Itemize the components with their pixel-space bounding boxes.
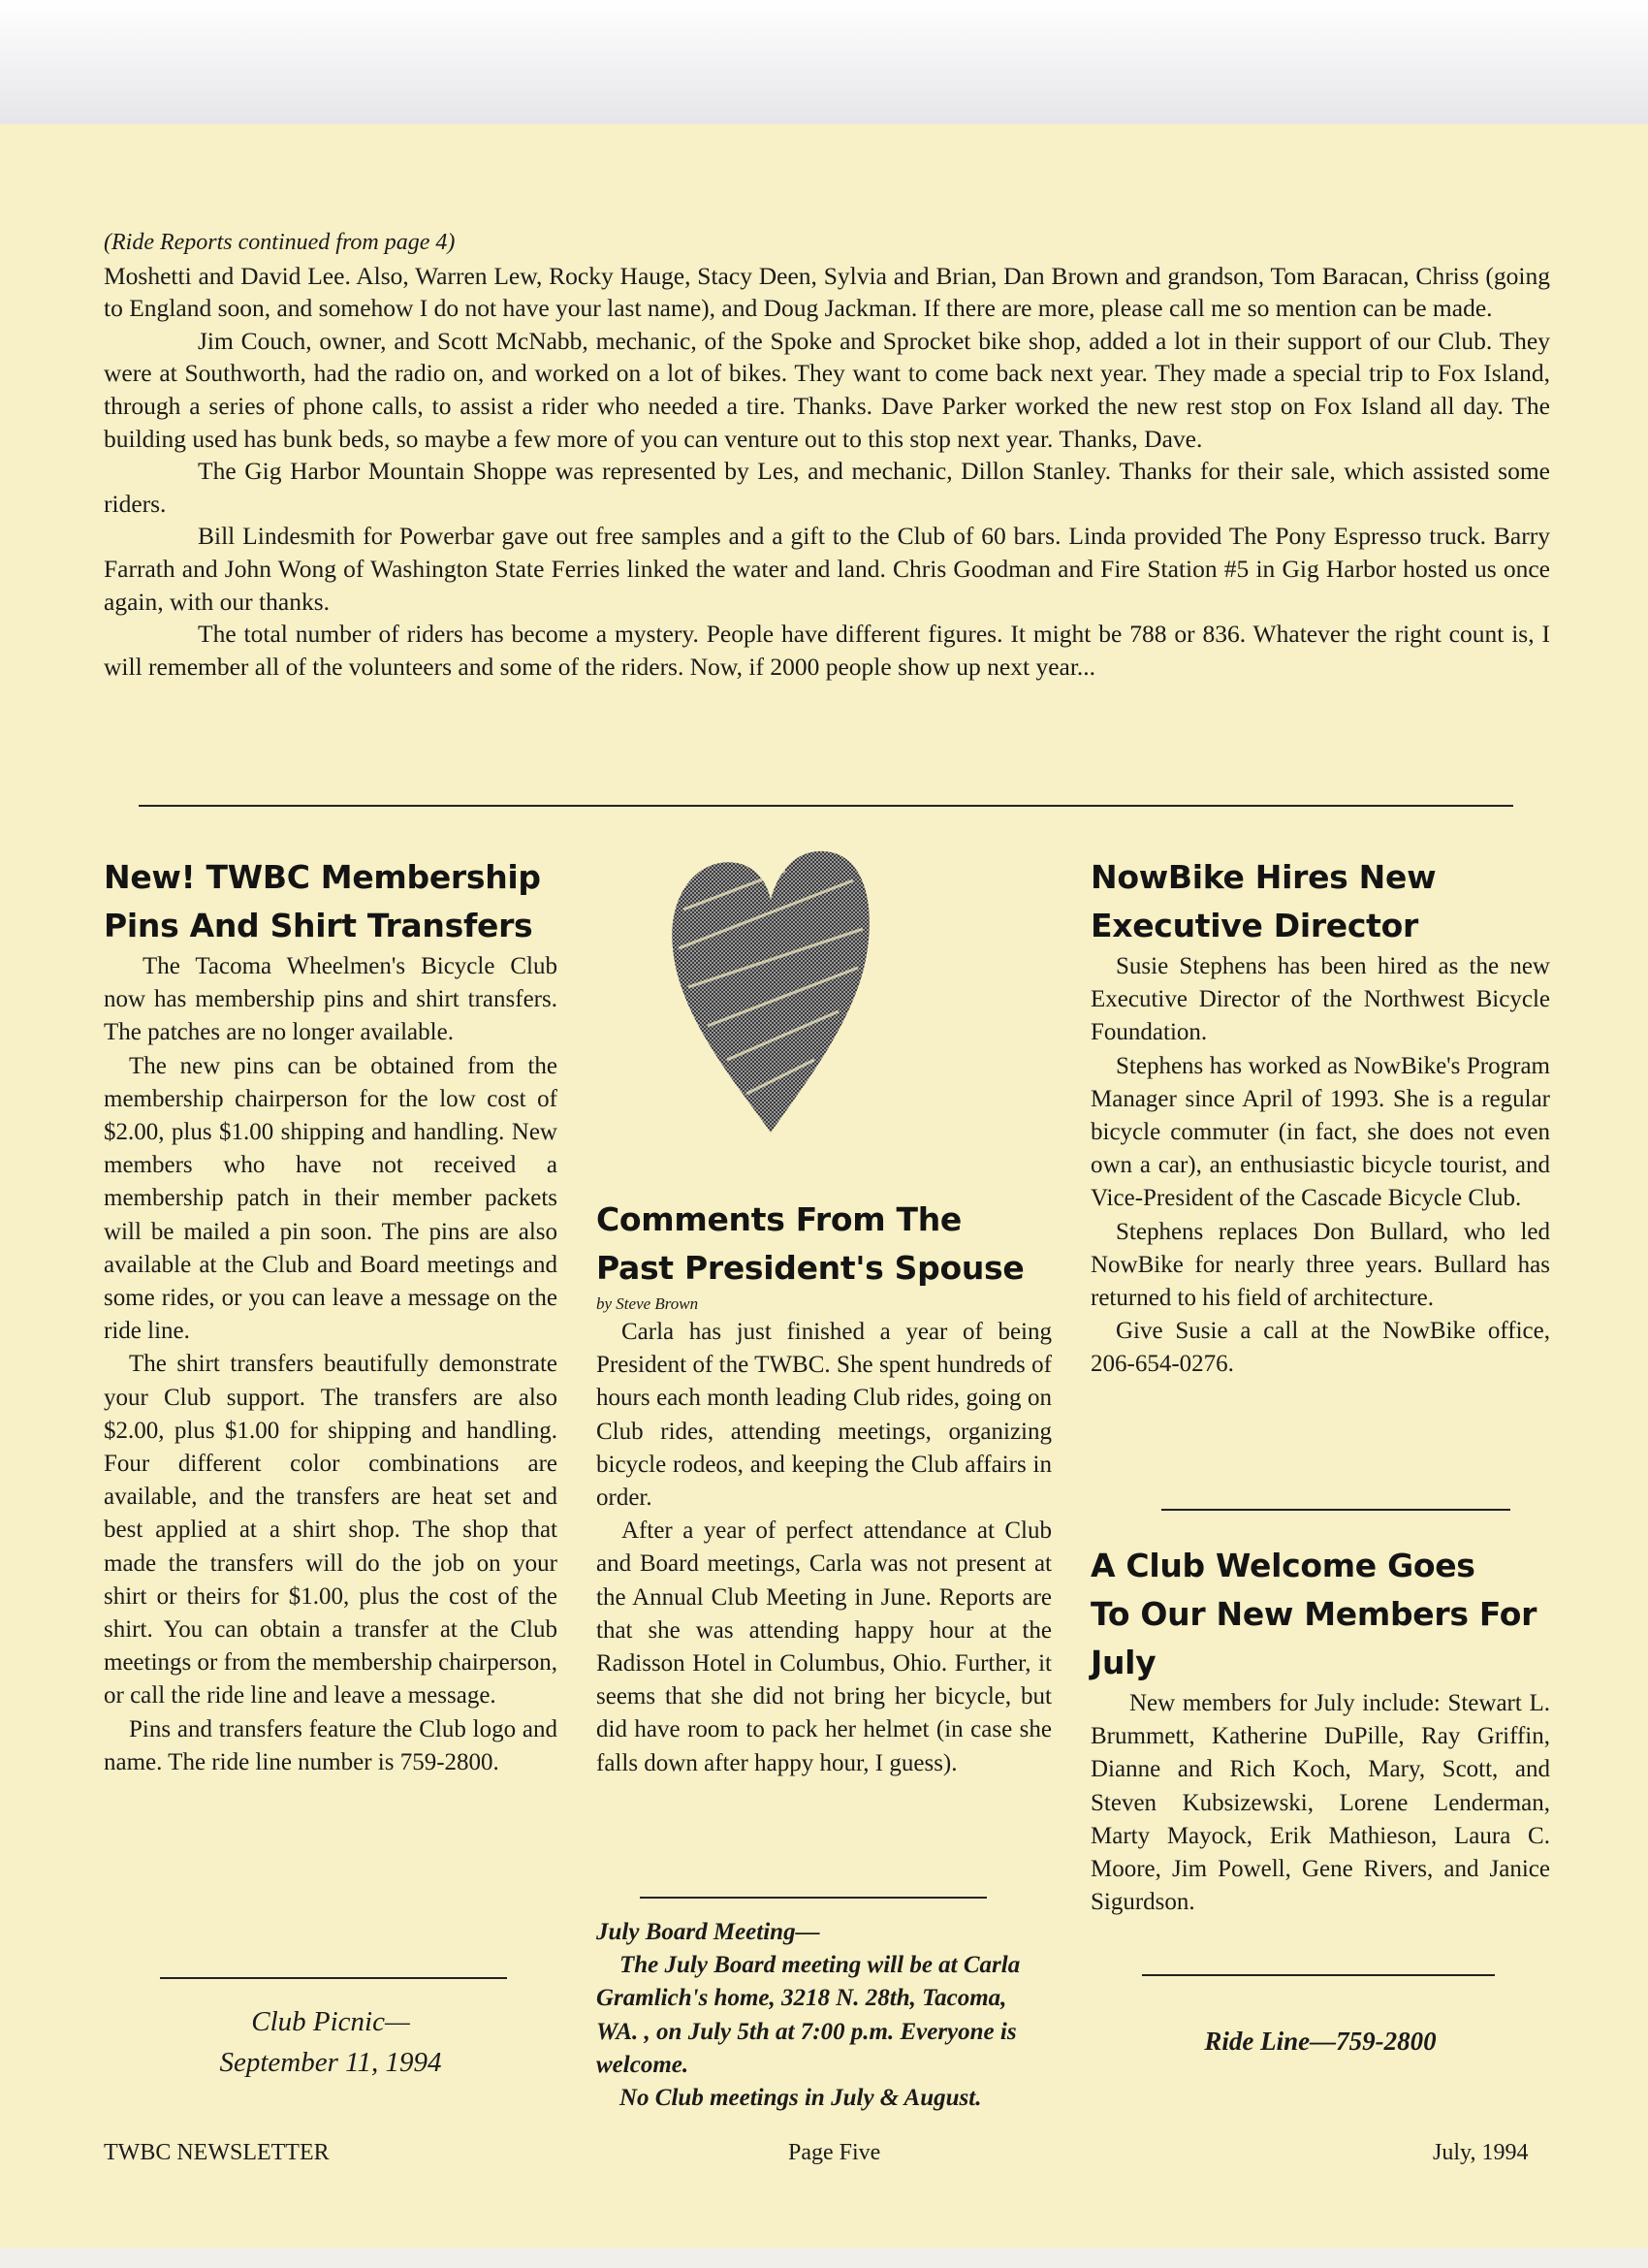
article-paragraph: Susie Stephens has been hired as the new Executive Director of the Northwest Bicycle Foundation. <box>1091 953 1550 1046</box>
comments-article <box>596 1196 1052 1780</box>
ride-report-paragraph: The total number of riders has become a mystery. People have different figures. It might be 788 or 836. Whatever the right count is, I will remember all of the volunteers and some of the riders. Now, if 2000 people show up next year... <box>104 620 1550 681</box>
ride-report-paragraph: Moshetti and David Lee. Also, Warren Lew, Rocky Hauge, Stacy Deen, Sylvia and Brian, Dan Brown and grandson, Tom Baracan, Chriss (going to England soon, and somehow I do not have your last name), and Doug Jackman. If there are more, please call me so mention can be made. <box>104 261 1550 323</box>
article-paragraph: Carla has just finished a year of being President of the TWBC. She spent hundreds of hours each month leading Club rides, going on Club rides, attending meetings, organizing bicycle rodeos, and keeping the Club affairs in order. <box>596 1319 1052 1512</box>
welcome-article <box>1091 1542 1550 1919</box>
article-paragraph: Pins and transfers feature the Club logo and name. The ride line number is 759-2800. <box>104 1715 557 1775</box>
section-divider <box>139 805 1513 807</box>
footer-newsletter-name: TWBC NEWSLETTER <box>104 2140 330 2165</box>
pins-article <box>104 853 557 1779</box>
footer-page-number: Page Five <box>788 2140 881 2165</box>
nowbike-article <box>1091 853 1550 1382</box>
club-picnic-notice: Club Picnic— September 11, 1994 <box>219 2006 442 2078</box>
article-paragraph: The new pins can be obtained from the membership chairperson for the low cost of $2.00, plus $1.00 shipping and handling. New members who have not received a membership patch in their member packets will be mailed a pin soon. The pins are also available at the Club and Board meetings and some rides, or you can leave a message on the ride line. <box>104 1052 557 1345</box>
no-meetings-note: No Club meetings in July & August. <box>619 2085 982 2112</box>
article-paragraph: Stephens replaces Don Bullard, who led NowBike for nearly three years. Bullard has returned to his field of architecture. <box>1091 1218 1550 1312</box>
article-paragraph: New members for July include: Stewart L. Brummett, Katherine DuPille, Ray Griffin, Dianne and Rich Koch, Mary, Scott, and Steven Kubsizewski, Lorene Lenderman, Marty Mayock, Erik Mathieson, Laura C. Moore, Jim Powell, Gene Rivers, and Janice Sigurdson. <box>1091 1690 1550 1916</box>
board-meeting-heading: July Board Meeting— <box>596 1919 820 1945</box>
column-divider <box>160 1977 507 1979</box>
board-meeting-text: The July Board meeting will be at Carla Gramlich's home, 3218 N. 28th, Tacoma, WA. , on July 5th at 7:00 p.m. Everyone is welcome. <box>596 1952 1021 2078</box>
pins-article-title: New! TWBC Membership Pins And Shirt Transfers <box>104 858 541 944</box>
comments-article-title: Comments From The Past President's Spouse <box>596 1200 1025 1287</box>
scan-top-margin <box>0 0 1648 124</box>
welcome-article-title: A Club Welcome Goes To Our New Members For July <box>1091 1547 1537 1681</box>
article-paragraph: The Tacoma Wheelmen's Bicycle Club now has membership pins and shirt transfers. The patches are no longer available. <box>104 953 557 1046</box>
ride-line-notice: Ride Line—759-2800 <box>1204 2027 1437 2056</box>
ride-report-paragraph: Jim Couch, owner, and Scott McNabb, mechanic, of the Spoke and Sprocket bike shop, added a lot in their support of our Club. They were at Southworth, had the radio on, and worked on a lot of bikes. They want to come back next year. They made a special trip to Fox Island, through a series of phone calls, to assist a rider who needed a tire. Thanks. Dave Parker worked the new rest stop on Fox Island all day. The building used has bunk beds, so maybe a few more of you can venture out to this stop next year. Thanks, Dave. <box>104 326 1550 453</box>
article-paragraph: Stephens has worked as NowBike's Program Manager since April of 1993. She is a regular bicycle commuter (in fact, she does not even own a car), an enthusiastic bicycle tourist, and Vice-President of the Cascade Bicycle Club. <box>1091 1052 1550 1212</box>
column-divider <box>640 1897 987 1899</box>
column-divider <box>1161 1509 1510 1511</box>
footer-date: July, 1994 <box>1433 2140 1529 2165</box>
continued-note: (Ride Reports continued from page 4) <box>104 230 456 255</box>
heart-icon <box>669 842 872 1147</box>
nowbike-article-title: NowBike Hires New Executive Director <box>1091 858 1437 944</box>
article-paragraph: The shirt transfers beautifully demonstrate your Club support. The transfers are also $2.00, plus $1.00 for shipping and handling. Four different color combinations are available, and the transfers are heat set and best applied at a shirt shop. The shop that made the transfers will do the job on your shirt or theirs for $1.00, plus the cost of the shirt. You can obtain a transfer at the Club meetings or from the membership chairperson, or call the ride line and leave a message. <box>104 1351 557 1709</box>
column-divider <box>1142 1974 1495 1976</box>
board-meeting-notice <box>596 1916 1052 2115</box>
article-paragraph: After a year of perfect attendance at Club and Board meetings, Carla was not present at the Annual Club Meeting in June. Reports are that she was attending happy hour at the Radisson Hotel in Columbus, Ohio. Further, it seems that she did not bring her bicycle, but did have room to pack her helmet (in case she falls down after happy hour, I guess). <box>596 1517 1052 1776</box>
ride-report-paragraph: Bill Lindesmith for Powerbar gave out free samples and a gift to the Club of 60 bars. Linda provided The Pony Espresso truck. Barry Farrath and John Wong of Washington State Ferries linked the water and land. Chris Goodman and Fire Station #5 in Gig Harbor hosted us once again, with our thanks. <box>104 522 1550 616</box>
byline: by Steve Brown <box>596 1294 699 1313</box>
ride-report-paragraph: The Gig Harbor Mountain Shoppe was represented by Les, and mechanic, Dillon Stanley. Thanks for their sale, which assisted some riders. <box>104 457 1550 518</box>
ride-report-section <box>104 227 1550 683</box>
article-paragraph: Give Susie a call at the NowBike office, 206-654-0276. <box>1091 1318 1550 1378</box>
